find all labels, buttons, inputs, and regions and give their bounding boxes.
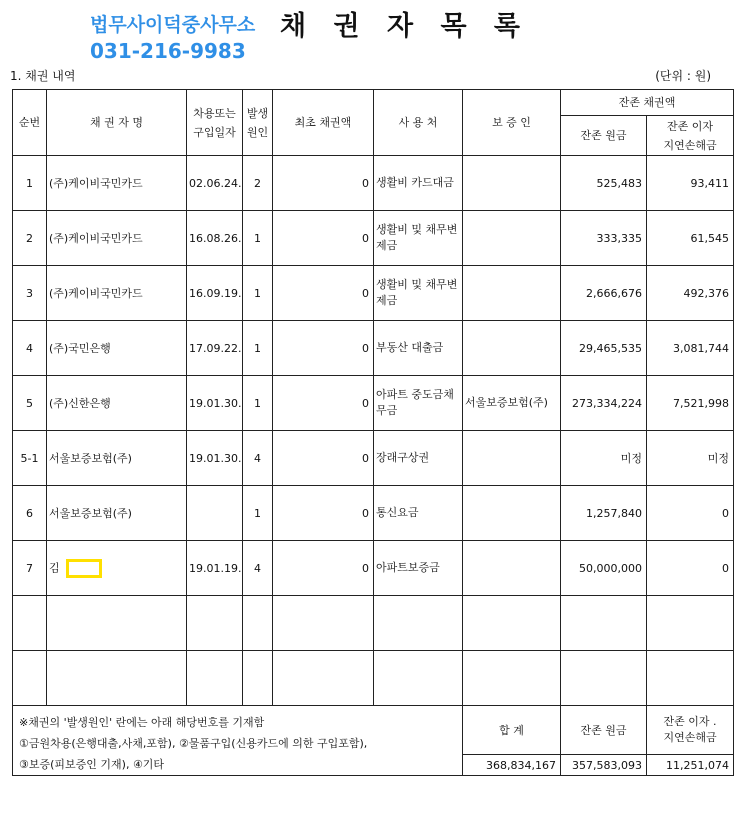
cell-guarantor xyxy=(463,156,561,211)
cell-creditor: (주)케이비국민카드 xyxy=(47,266,187,321)
cell-creditor: 서울보증보험(주) xyxy=(47,486,187,541)
cell-principal: 525,483 xyxy=(561,156,647,211)
cell-guarantor: 서울보증보험(주) xyxy=(463,376,561,431)
footer-interest-label-line1: 잔존 이자 . xyxy=(663,715,717,729)
cell-interest: 3,081,744 xyxy=(647,321,734,376)
header-creditor: 채 권 자 명 xyxy=(47,90,187,156)
cell-cause: 1 xyxy=(243,266,273,321)
redaction-box xyxy=(66,559,102,578)
table-row xyxy=(13,156,734,211)
header-interest-line1: 잔존 이자 xyxy=(667,119,714,133)
header-interest-line2: 지연손해금 xyxy=(663,138,717,152)
cell-cause: 1 xyxy=(243,321,273,376)
cell-interest: 미정 xyxy=(647,431,734,486)
footer-total-label: 합 계 xyxy=(463,706,561,755)
cell-seq: 4 xyxy=(13,321,47,376)
cell-creditor: (주)케이비국민카드 xyxy=(47,156,187,211)
header-guarantor: 보 증 인 xyxy=(463,90,561,156)
office-name: 법무사이덕중사무소 xyxy=(90,14,256,36)
cell-cause: 2 xyxy=(243,156,273,211)
cell-creditor: (주)신한은행 xyxy=(47,376,187,431)
cell-interest: 7,521,998 xyxy=(647,376,734,431)
footer-note-line2: ①금원차용(은행대출,사채,포함), ②물품구입(신용카드에 의한 구입포함), xyxy=(19,737,368,750)
cell-creditor-name: 김 xyxy=(49,561,60,574)
office-watermark xyxy=(90,12,255,64)
cell-guarantor xyxy=(463,486,561,541)
footer-interest-label-line2: 지연손해금 xyxy=(663,731,717,745)
blank-row xyxy=(13,596,734,651)
footer-principal-value: 357,583,093 xyxy=(561,755,647,776)
office-phone: 031-216-9983 xyxy=(90,39,246,63)
cell-usage: 아파트보증금 xyxy=(374,541,463,596)
cell-cause: 4 xyxy=(243,541,273,596)
header-initial: 최초 채권액 xyxy=(273,90,374,156)
cell-usage: 부동산 대출금 xyxy=(374,321,463,376)
table-row xyxy=(13,321,734,376)
cell-date: 19.01.19. xyxy=(187,541,243,596)
cell-initial: 0 xyxy=(273,266,374,321)
unit-label: (단위 : 원) xyxy=(655,69,711,83)
cell-interest: 93,411 xyxy=(647,156,734,211)
header-interest xyxy=(647,116,734,156)
table-body xyxy=(13,90,734,776)
cell-guarantor xyxy=(463,211,561,266)
header-cause-line2: 원인 xyxy=(246,125,269,139)
footer-interest-value: 11,251,074 xyxy=(647,755,734,776)
cell-seq: 3 xyxy=(13,266,47,321)
cell-date: 16.08.26. xyxy=(187,211,243,266)
table-row xyxy=(13,266,734,321)
cell-interest: 0 xyxy=(647,486,734,541)
cell-principal: 273,334,224 xyxy=(561,376,647,431)
header-date-line1: 차용또는 xyxy=(193,106,236,120)
cell-principal: 333,335 xyxy=(561,211,647,266)
header-cause xyxy=(243,90,273,156)
footer-note-line3: ③보증(피보증인 기재), ④기타 xyxy=(19,758,165,771)
footer-note xyxy=(13,706,463,776)
cell-initial: 0 xyxy=(273,431,374,486)
cell-cause: 1 xyxy=(243,376,273,431)
cell-seq: 1 xyxy=(13,156,47,211)
cell-usage: 생활비 및 채무변제금 xyxy=(374,211,463,266)
header-date-line2: 구입일자 xyxy=(193,125,236,139)
cell-date: 19.01.30. xyxy=(187,376,243,431)
table-row xyxy=(13,376,734,431)
cell-usage: 생활비 카드대금 xyxy=(374,156,463,211)
cell-date: 16.09.19. xyxy=(187,266,243,321)
table-row xyxy=(13,541,734,596)
header-usage: 사 용 처 xyxy=(374,90,463,156)
footer-total-value: 368,834,167 xyxy=(463,755,561,776)
cell-principal: 미정 xyxy=(561,431,647,486)
cell-usage: 아파트 중도금채무금 xyxy=(374,376,463,431)
cell-seq: 6 xyxy=(13,486,47,541)
cell-principal: 29,465,535 xyxy=(561,321,647,376)
cell-date xyxy=(187,486,243,541)
table-row xyxy=(13,211,734,266)
header-date xyxy=(187,90,243,156)
table-row xyxy=(13,431,734,486)
cell-creditor: (주)케이비국민카드 xyxy=(47,211,187,266)
cell-seq: 2 xyxy=(13,211,47,266)
cell-usage: 통신요금 xyxy=(374,486,463,541)
cell-initial: 0 xyxy=(273,321,374,376)
cell-date: 19.01.30. xyxy=(187,431,243,486)
cell-principal: 50,000,000 xyxy=(561,541,647,596)
cell-interest: 61,545 xyxy=(647,211,734,266)
cell-date: 17.09.22. xyxy=(187,321,243,376)
cell-usage: 장래구상권 xyxy=(374,431,463,486)
document-title: 채 권 자 목 록 xyxy=(280,11,530,42)
cell-interest: 492,376 xyxy=(647,266,734,321)
cell-cause: 4 xyxy=(243,431,273,486)
footer-note-line1: ※채권의 '발생원인' 란에는 아래 해당번호를 기재함 xyxy=(19,716,265,729)
cell-creditor: (주)국민은행 xyxy=(47,321,187,376)
creditor-table xyxy=(12,89,734,776)
cell-initial: 0 xyxy=(273,541,374,596)
cell-usage: 생활비 및 채무변제금 xyxy=(374,266,463,321)
cell-cause: 1 xyxy=(243,486,273,541)
section-label: 1. 채권 내역 xyxy=(10,69,76,83)
header-seq: 순번 xyxy=(13,90,47,156)
cell-seq: 5 xyxy=(13,376,47,431)
header-cause-line1: 발생 xyxy=(246,106,269,120)
cell-initial: 0 xyxy=(273,486,374,541)
blank-row xyxy=(13,651,734,706)
cell-seq: 5-1 xyxy=(13,431,47,486)
cell-guarantor xyxy=(463,541,561,596)
cell-creditor: 서울보증보험(주) xyxy=(47,431,187,486)
cell-date: 02.06.24. xyxy=(187,156,243,211)
table-row xyxy=(13,486,734,541)
cell-guarantor xyxy=(463,431,561,486)
cell-initial: 0 xyxy=(273,156,374,211)
footer-principal-label: 잔존 원금 xyxy=(561,706,647,755)
cell-seq: 7 xyxy=(13,541,47,596)
footer-row xyxy=(13,706,734,755)
cell-guarantor xyxy=(463,321,561,376)
cell-principal: 1,257,840 xyxy=(561,486,647,541)
header-row xyxy=(13,90,734,116)
header-principal: 잔존 원금 xyxy=(561,116,647,156)
footer-interest-label xyxy=(647,706,734,755)
cell-initial: 0 xyxy=(273,376,374,431)
cell-creditor xyxy=(47,541,187,596)
cell-interest: 0 xyxy=(647,541,734,596)
cell-guarantor xyxy=(463,266,561,321)
header-remaining-group: 잔존 채권액 xyxy=(561,90,734,116)
cell-cause: 1 xyxy=(243,211,273,266)
cell-initial: 0 xyxy=(273,211,374,266)
cell-principal: 2,666,676 xyxy=(561,266,647,321)
